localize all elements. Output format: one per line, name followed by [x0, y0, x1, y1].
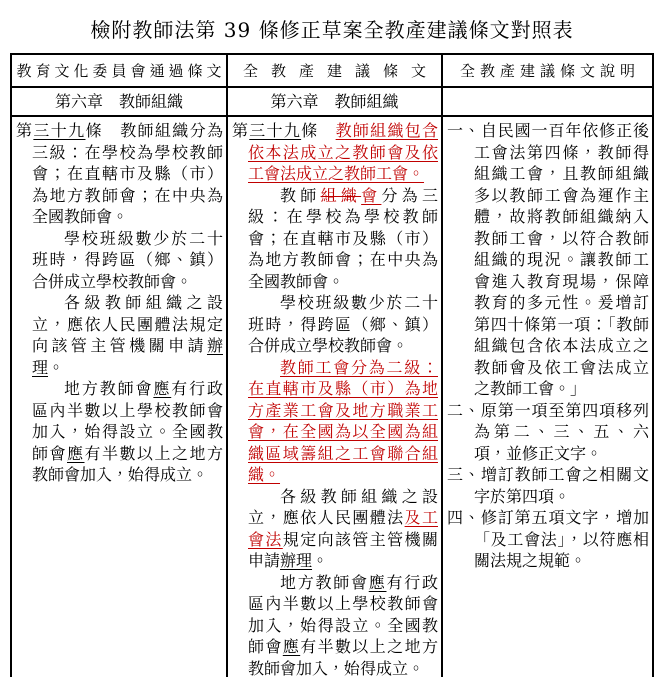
text-segment-u: 辦理 [32, 336, 223, 377]
text-segment-u: 應 [368, 572, 387, 592]
text-segment-u: 辦理 [280, 551, 313, 570]
column-committee-text [11, 116, 227, 677]
document-title: 檢附教師法第 39 條修正草案全教產建議條文對照表 [90, 18, 574, 42]
text-segment-normal: 條 教師組織分為三級：在學校為學校教師會；在直轄市及縣（市）為地方教師會；在中央為全國教師會。 [32, 121, 223, 226]
text-segment-normal: 第 [232, 121, 250, 140]
text-segment-normal: 學校班級數少於二十班時，得跨區（鄉、鎮）合併成立學校教師會。 [248, 293, 438, 355]
article-paragraph [232, 120, 438, 185]
text-segment-normal: 學校班級數少於二十班時，得跨區（鄉、鎮）合併成立學校教師會。 [32, 228, 223, 291]
chapter-label-explanation [442, 87, 653, 116]
text-segment-normal: 各級教師組織之設立，應依人民團體法 [248, 486, 438, 527]
article-paragraph [16, 120, 223, 228]
text-segment-rs: 組織 [320, 185, 362, 205]
text-segment-normal: 地方教師會 [280, 572, 369, 592]
text-segment-normal: 。 [48, 357, 65, 377]
text-segment-u: 應 [67, 443, 85, 463]
article-paragraph [16, 228, 223, 293]
article-paragraph [232, 572, 438, 677]
article-paragraph [232, 185, 438, 293]
article-paragraph [232, 292, 438, 357]
text-segment-u: 應 [153, 379, 172, 398]
text-segment-normal: 分為三級：在學校為學校教師會；在直轄市及縣（市）為地方教師會；在中央為全國教師會。 [248, 185, 438, 291]
article-paragraph [16, 378, 223, 486]
chapter-label-proposal: 第六章 教師組織 [227, 87, 442, 116]
text-segment-normal: 規定向該管主管機關申請 [248, 529, 438, 570]
text-segment-normal: 有行政區內半數以上學校教師會加入，始得設立。全國教師會 [32, 379, 223, 463]
table-header-row [11, 54, 653, 87]
text-segment-ru: 及工會法 [248, 508, 438, 549]
article-body-row [11, 116, 653, 677]
text-segment-ru: 教師工會分為二級：在直轄市及縣（市）為地方產業工會及地方職業工會，在全國為以全國為組織區域籌組之工會聯合組織。 [248, 357, 438, 484]
comparison-table [10, 53, 654, 677]
header-union-proposal: 全教產建議條文 [227, 54, 442, 87]
explanation-item: 四、修訂第五項文字，增加「及工會法」，以符應相關法規之規範。 [447, 508, 649, 570]
text-segment-normal: 各級教師組織之設立，應依人民團體法規定向該管主管機關申請 [32, 293, 223, 355]
text-segment-u: 應 [282, 637, 301, 656]
text-segment-u: 三十九 [249, 121, 302, 140]
article-paragraph [232, 486, 438, 572]
header-committee-text: 教育文化委員會通過條文 [11, 54, 227, 87]
explanation-item: 一、自民國一百年依修正後工會法第四條，教師得組織工會，且教師組織多以教師工會為運作主體，故將教師組織納入教師工會，以符合教師組織的現況。讓教師工會進入教育現場，保障教育的多元性。爰增訂第四十條第一項：「教師組織包含依本法成立之教師會及依工會法成立之教師工會。」 [447, 121, 649, 398]
column-explanation [442, 116, 653, 677]
article-paragraph [232, 357, 438, 486]
chapter-label-committee: 第六章 教師組織 [11, 87, 227, 116]
header-proposal-explanation: 全教產建議條文說明 [442, 54, 653, 87]
text-segment-normal: 條 [301, 121, 336, 140]
text-segment-normal: 有半數以上之地方教師會加入，始得成立。 [32, 443, 223, 484]
text-segment-normal: 。 [312, 551, 329, 570]
article-paragraph [16, 292, 223, 378]
column-union-proposal [227, 116, 442, 677]
text-segment-ru: 會 [361, 185, 382, 205]
explanation-item: 三、增訂教師工會之相關文字於第四項。 [447, 465, 649, 506]
explanation-item: 二、原第一項至第四項移列為第二、三、五、六項，並修正文字。 [447, 400, 649, 463]
text-segment-u: 三十九 [33, 121, 86, 140]
text-segment-normal: 有行政區內半數以上學校教師會加入，始得設立。全國教師會 [248, 572, 438, 656]
text-segment-ru: 教師組織包含依本法成立之教師會及依工會法成立之教師工會。 [248, 121, 438, 183]
text-segment-normal: 第 [16, 121, 34, 140]
text-segment-normal: 教師 [280, 185, 321, 205]
text-segment-normal: 地方教師會 [64, 379, 154, 398]
text-segment-normal: 有半數以上之地方教師會加入，始得成立。 [248, 637, 438, 677]
chapter-row [11, 87, 653, 116]
